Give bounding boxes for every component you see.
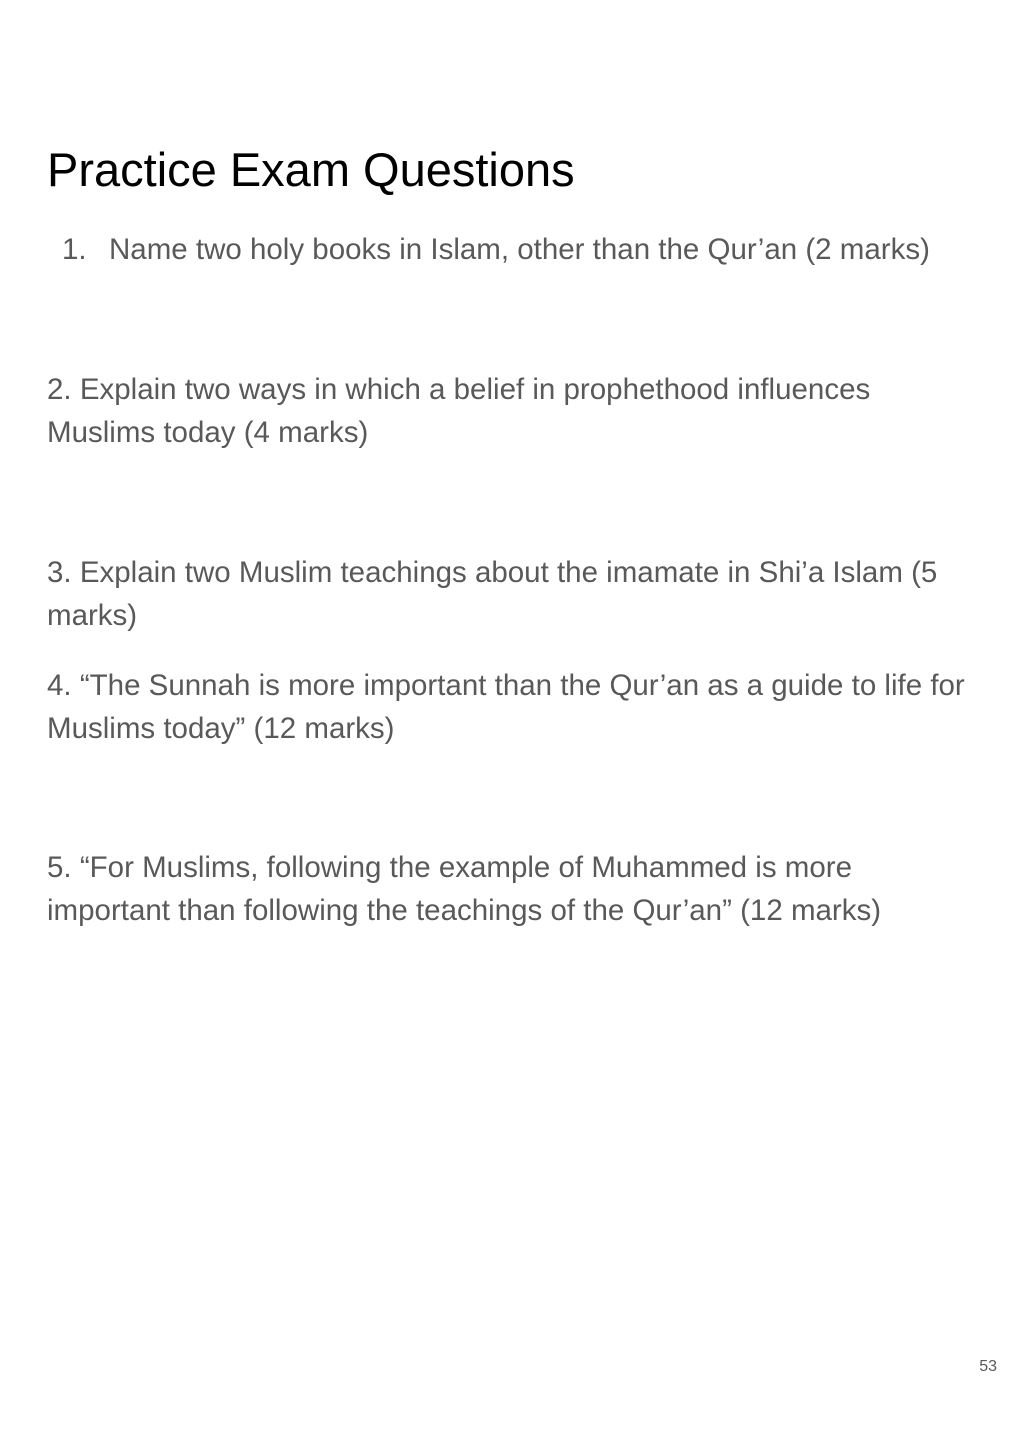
question-text: Explain two ways in which a belief in prophethood influences Muslims today (4 marks) [47,373,871,449]
question-number: 2. [47,373,72,406]
question-number: 5. [47,851,72,884]
question-text: Name two holy books in Islam, other than the Qur’an (2 marks) [109,233,930,266]
question-2 [47,369,977,454]
question-number: 1. [62,233,87,266]
page-number: 53 [979,1358,997,1375]
question-1 [62,229,992,272]
page-title: Practice Exam Questions [47,143,575,196]
question-4 [47,665,977,750]
question-text: “The Sunnah is more important than the Qur’an as a guide to life for Muslims today” (12 marks) [47,669,965,745]
question-5 [47,847,977,932]
question-text: “For Muslims, following the example of Muhammed is more important than following the teachings of the Qur’an” (12 marks) [47,851,882,927]
question-number: 4. [47,669,72,702]
question-3 [47,552,977,637]
question-text: Explain two Muslim teachings about the imamate in Shi’a Islam (5 marks) [47,556,938,632]
question-number: 3. [47,556,72,589]
